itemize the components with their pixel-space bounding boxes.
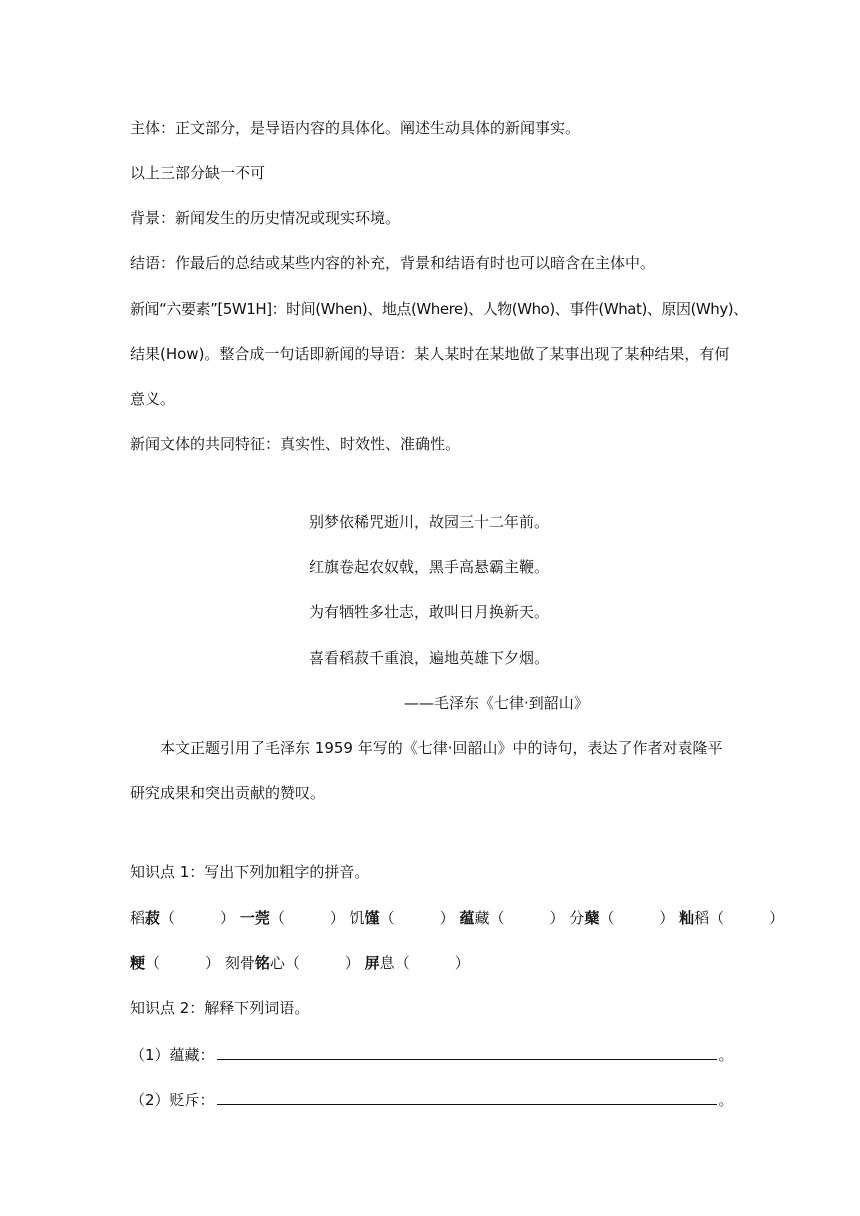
six-elements-line-1: 新闻“六要素”[5W1H]：时间(When)、地点(Where)、人物(Who)、事件(What)、原因(Why)、 xyxy=(130,300,748,318)
pinyin-item: 屏息（ ） xyxy=(364,954,470,972)
pinyin-blank[interactable]: （ ） xyxy=(709,909,785,927)
conclusion-definition: 结语：作最后的总结或某些内容的补充，背景和结语有时也可以暗含在主体中。 xyxy=(130,254,656,272)
definition-label: （1）蕴藏： xyxy=(130,1046,215,1064)
pinyin-row-1 xyxy=(130,907,784,929)
six-elements-line-2: 结果(How)。整合成一句话即新闻的导语：某人某时在某地做了某事出现了某种结果，有何 xyxy=(130,345,730,363)
pinyin-row-2 xyxy=(130,952,470,974)
pinyin-blank[interactable]: （ ） xyxy=(489,909,565,927)
poem-line-1: 别梦依稀咒逝川，故园三十二年前。 xyxy=(309,513,550,531)
pinyin-blank[interactable]: （ ） xyxy=(284,954,360,972)
pinyin-blank[interactable]: （ ） xyxy=(160,909,236,927)
knowledge-point-2-heading: 知识点 2：解释下列词语。 xyxy=(130,999,310,1017)
pinyin-blank[interactable]: （ ） xyxy=(269,909,345,927)
pinyin-item: 籼稻（ ） xyxy=(679,909,785,927)
pinyin-blank[interactable]: （ ） xyxy=(145,954,221,972)
pinyin-item: 稻菽（ ） xyxy=(130,909,236,927)
pinyin-item: 蕴藏（ ） xyxy=(459,909,565,927)
poem-attribution: ——毛泽东《七律·到韶山》 xyxy=(404,694,589,712)
pinyin-blank[interactable]: （ ） xyxy=(599,909,675,927)
news-features: 新闻文体的共同特征：真实性、时效性、准确性。 xyxy=(130,435,461,453)
answer-line[interactable] xyxy=(217,1088,717,1105)
knowledge-point-1-heading: 知识点 1：写出下列加粗字的拼音。 xyxy=(130,863,370,881)
answer-line[interactable] xyxy=(217,1043,717,1060)
background-definition: 背景：新闻发生的历史情况或现实环境。 xyxy=(130,209,401,227)
poem-line-4: 喜看稻菽千重浪，遍地英雄下夕烟。 xyxy=(309,649,550,667)
pinyin-item: 饥馑（ ） xyxy=(349,909,455,927)
definition-label: （2）贬斥： xyxy=(130,1091,215,1109)
pinyin-item: 刻骨铭心（ ） xyxy=(224,954,360,972)
pinyin-item: 粳（ ） xyxy=(130,954,221,972)
title-note-line-2: 研究成果和突出贡献的赞叹。 xyxy=(130,784,326,802)
pinyin-item: 一莞（ ） xyxy=(239,909,345,927)
pinyin-blank[interactable]: （ ） xyxy=(394,954,470,972)
definition-item-2: （2）贬斥： 。 xyxy=(130,1088,734,1111)
title-note-line-1: 本文正题引用了毛泽东 1959 年写的《七律·回韶山》中的诗句，表达了作者对袁隆平 xyxy=(160,739,723,757)
definition-item-1: （1）蕴藏： 。 xyxy=(130,1043,734,1066)
pinyin-blank[interactable]: （ ） xyxy=(379,909,455,927)
three-parts-note: 以上三部分缺一不可 xyxy=(130,164,266,182)
poem-line-3: 为有牺牲多壮志，敢叫日月换新天。 xyxy=(309,603,550,621)
six-elements-line-3: 意义。 xyxy=(130,390,176,408)
pinyin-item: 分蘖（ ） xyxy=(569,909,675,927)
poem-line-2: 红旗卷起农奴戟，黑手高悬霸主鞭。 xyxy=(309,558,550,576)
main-body-definition: 主体：正文部分，是导语内容的具体化。阐述生动具体的新闻事实。 xyxy=(130,119,581,137)
